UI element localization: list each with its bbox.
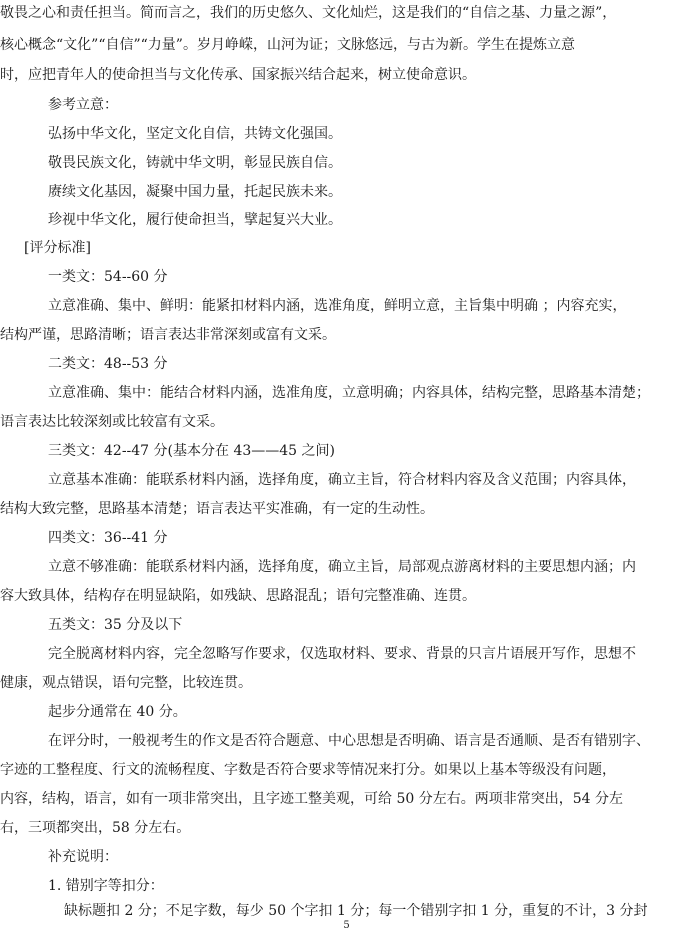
ref-heading: 参考立意： [48,97,118,113]
supplement-item-1-detail: 缺标题扣 2 分；不足字数，每少 50 个字扣 1 分；每一个错别字扣 1 分，重复的不计，3 分封 [64,903,648,919]
class-5-line-1: 完全脱离材料内容，完全忽略写作要求，仅选取材料、要求、背景的只言片语展开写作，思想不 [48,646,636,662]
eval-line-3: 内容，结构，语言，如有一项非常突出，且字迹工整美观，可给 50 分左右。两项非常突出，54 分左 [0,791,623,807]
supplement-item-1: 1. 错别字等扣分： [48,878,164,894]
class-5-head: 五类文：35 分及以下 [48,617,183,633]
class-4-head: 四类文：36--41 分 [48,530,168,546]
supplement-heading: 补充说明： [48,849,118,865]
ref-item: 珍视中华文化，履行使命担当，擘起复兴大业。 [48,212,342,228]
class-3-head: 三类文：42--47 分(基本分在 43——45 之间) [48,443,335,459]
class-4-line-2: 容大致具体，结构存在明显缺陷，如残缺、思路混乱；语句完整准确、连贯。 [0,588,476,604]
eval-line-2: 字迹的工整程度、行文的流畅程度、字数是否符合要求等情况来打分。如果以上基本等级没有问题， [0,762,616,778]
ref-item: 敬畏民族文化，铸就中华文明，彰显民族自信。 [48,155,342,171]
ref-item: 赓续文化基因，凝聚中国力量，托起民族未来。 [48,184,342,200]
class-5-line-2: 健康，观点错误，语句完整，比较连贯。 [0,675,252,691]
class-3-line-2: 结构大致完整，思路基本清楚；语言表达平实准确，有一定的生动性。 [0,501,434,517]
class-2-line-2: 语言表达比较深刻或比较富有文采。 [0,414,224,430]
class-2-line-1: 立意准确、集中：能结合材料内涵，选准角度，立意明确；内容具体，结构完整，思路基本清楚； [48,385,650,401]
intro-line-1: 敬畏之心和责任担当。简而言之，我们的历史悠久、文化灿烂，这是我们的“自信之基、力量之源”， [0,5,617,21]
intro-line-2: 核心概念“文化”“自信”“力量”。岁月峥嵘，山河为证；文脉悠远，与古为新。学生在提炼立意 [0,37,575,53]
class-1-line-2: 结构严谨，思路清晰；语言表达非常深刻或富有文采。 [0,327,336,343]
class-3-line-1: 立意基本准确：能联系材料内涵，选择角度，确立主旨，符合材料内容及含义范围；内容具体， [48,472,636,488]
class-1-line-1: 立意准确、集中、鲜明：能紧扣材料内涵，选准角度，鲜明立意，主旨集中明确 ；内容充实， [48,298,627,314]
start-score: 起步分通常在 40 分。 [48,704,187,720]
class-1-head: 一类文：54--60 分 [48,269,168,285]
page-number: 5 [343,920,350,931]
ref-item: 弘扬中华文化，坚定文化自信，共铸文化强国。 [48,126,342,142]
eval-line-4: 右，三项都突出，58 分左右。 [0,820,191,836]
intro-line-3: 时，应把青年人的使命担当与文化传承、国家振兴结合起来，树立使命意识。 [0,67,476,83]
standards-title: [评分标准] [24,240,91,256]
eval-line-1: 在评分时，一般视考生的作文是否符合题意、中心思想是否明确、语言是否通顺、是否有错别字、 [48,733,650,749]
class-2-head: 二类文：48--53 分 [48,356,168,372]
class-4-line-1: 立意不够准确：能联系材料内涵，选择角度，确立主旨，局部观点游离材料的主要思想内涵；内 [48,559,636,575]
